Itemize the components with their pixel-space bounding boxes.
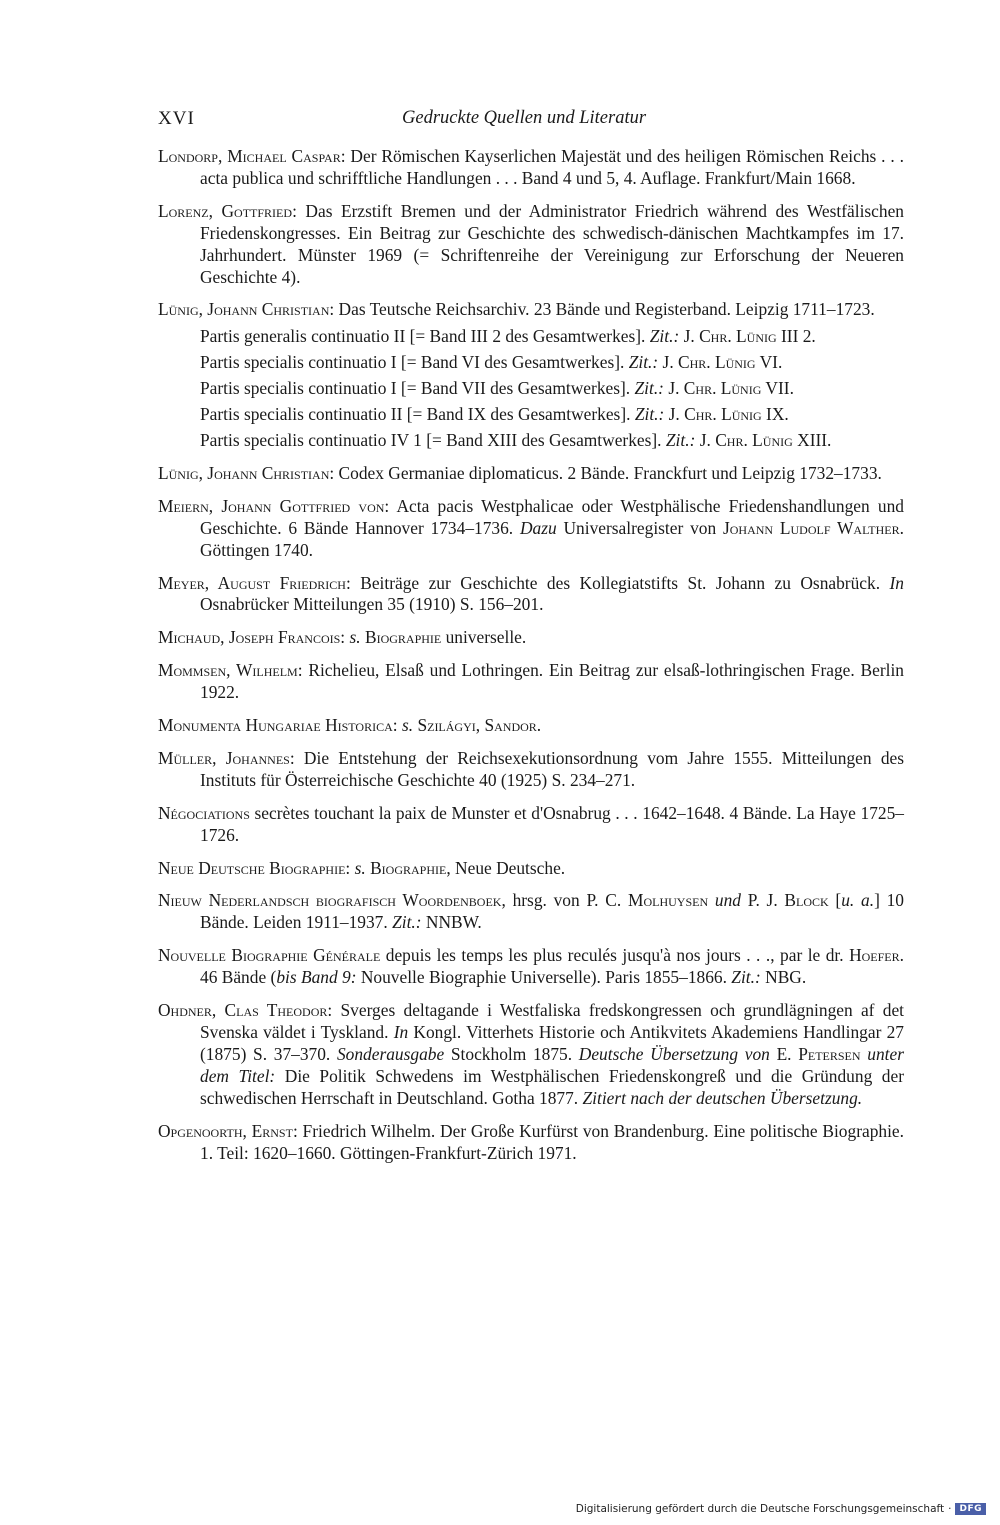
und-label: und xyxy=(714,890,741,911)
entry-mueller xyxy=(158,748,904,792)
entry-text: : Das Erzstift Bremen und der Administrator Friedrich während des Westfälischen Friedenskongresses. Ein Beitrag zur Geschichte des schwedisch-dänischen Machtkampfes im 17. Jahrhundert. Münster 1969 (= Schriftenreihe der Vereinigung zur Erforschung der Neueren Geschichte 4). xyxy=(200,200,904,287)
sonderausgabe-label: Sonderausgabe xyxy=(336,1043,445,1064)
entry-text: . 46 Bände ( xyxy=(200,945,904,988)
entry-michaud: Michaud, Joseph Francois: s. Biographie universelle. xyxy=(158,627,527,648)
entry-text: : Der Römischen Kayserlichen Majestät und des heiligen Römischen Reichs . . . acta publica und schrifftliche Handlungen . . . Band 4 und 5, 4. Auflage. Frankfurt/Main 1668. xyxy=(200,146,904,188)
subentry-text: Partis specialis continuatio I [= Band VII des Gesamtwerkes]. xyxy=(200,378,635,399)
citation-ref: J. Chr. Lünig xyxy=(683,326,777,347)
entry-text: ] 10 Bände. Leiden 1911–1937. xyxy=(200,890,905,933)
entry-text: : Sverges deltagande i Westfaliska fredskongressen och grundlägningen af det Svenska väldet i Tyskland. xyxy=(200,1000,904,1042)
entry-tail: , Neue Deutsche. xyxy=(446,857,566,878)
ua-label: u. a. xyxy=(841,890,875,911)
entry-text: : Die Entstehung der Reichsexekutionsordnung vom Jahre 1555. Mitteilungen des Instituts für Österreichische Geschichte 40 (1925) S. 234–271. xyxy=(200,747,904,790)
entry-text: : Das Teutsche Reichsarchiv. 23 Bände und Registerband. Leipzig 1711–1723. xyxy=(329,299,875,320)
citation-ref: J. Chr. Lünig xyxy=(668,404,762,425)
subentry-tail: IX. xyxy=(761,404,789,425)
running-title: Gedruckte Quellen und Literatur xyxy=(402,108,647,128)
entry-neue-deutsche: Neue Deutsche Biographie: s. Biographie, Neue Deutsche. xyxy=(158,857,566,878)
subentry-text: Partis specialis continuatio IV 1 [= Band XIII des Gesamtwerkes]. xyxy=(200,429,666,450)
entry-text: Kongl. Vitterhets Historie och Antikvitets Akademiens Handlingar 27 (1875) S. 37–370. xyxy=(200,1022,904,1064)
see-label: s. xyxy=(354,857,366,878)
entry-author: Ohdner, Clas Theodor xyxy=(158,1000,328,1021)
entry-tail: NBG. xyxy=(760,967,807,988)
entry-text: : Beiträge zur Geschichte des Kollegiatstifts St. Johann zu Osnabrück. xyxy=(345,572,890,593)
in-label: In xyxy=(889,572,904,593)
entry-nieuw: Nieuw Nederlandsch biografisch Woordenboek, hrsg. von P. C. Molhuysen und P. J. Block [u. a.] 10 Bände. Leiden 1911–1937. Zit.: NNBW. xyxy=(158,890,905,933)
citation-ref: Biographie xyxy=(364,627,442,648)
subentry-tail: XIII. xyxy=(792,429,832,450)
dazu-label: Dazu xyxy=(519,517,557,538)
subentry-text: Partis generalis continuatio II [= Band III 2 des Gesamtwerkes]. xyxy=(200,326,650,347)
zitiert-label: Zitiert nach der deutschen Übersetzung. xyxy=(582,1087,863,1108)
entry-author: Monumenta Hungariae Historica xyxy=(158,715,393,736)
entry-nouvelle xyxy=(158,945,904,989)
subentry xyxy=(200,326,904,348)
entry-author: Lünig, Johann Christian xyxy=(158,462,330,483)
citation-ref: J. Chr. Lünig xyxy=(699,429,793,450)
citation-ref: J. Chr. Lünig xyxy=(662,352,756,373)
entry-tail: . xyxy=(536,715,542,736)
zit-label: Zit.: xyxy=(665,429,696,450)
citation-ref: Szilágyi, Sandor xyxy=(417,715,537,736)
entry-author: Lünig, Johann Christian xyxy=(158,299,330,320)
citation-ref: Molhuysen xyxy=(627,890,709,911)
entry-negociations xyxy=(158,803,904,847)
entry-author: Négociations xyxy=(158,802,250,823)
entry-londorp xyxy=(158,146,904,190)
entry-author: Müller, Johannes xyxy=(158,747,290,768)
entry-text: : Acta pacis Westphalicae oder Westphälische Friedenshandlungen und Geschichte. 6 Bände Hannover 1734–1736. xyxy=(200,495,904,538)
entry-tail: . Göttingen 1740. xyxy=(200,517,904,560)
entry-luenig-reichsarchiv xyxy=(158,299,904,321)
uebersetzung-label: Deutsche Übersetzung von xyxy=(578,1043,770,1064)
in-label: In xyxy=(393,1022,409,1042)
entry-mommsen xyxy=(158,660,904,704)
entry-text: depuis les temps les plus reculés jusqu'à nos jours . . ., par le dr. xyxy=(380,945,850,966)
entry-text: Die Politik Schwedens im Westphälischen Friedenskongreß und die Gründung der schwedischen Herrschaft in Deutschland. Gotha 1877. xyxy=(200,1065,904,1108)
entry-text: P. J. xyxy=(740,890,785,911)
entry-text: : Friedrich Wilhelm. Der Große Kurfürst von Brandenburg. Eine politische Biographie. 1. Teil: 1620–1660. Göttingen-Frankfurt-Zürich 1971. xyxy=(200,1120,904,1163)
entry-author: Nouvelle Biographie Générale xyxy=(158,945,381,966)
entry-monumenta: Monumenta Hungariae Historica: s. Szilágyi, Sandor. xyxy=(158,715,542,736)
bibliography-page xyxy=(158,108,904,1175)
titel-label: unter dem Titel: xyxy=(200,1043,904,1086)
entry-text: Nouvelle Biographie Universelle). Paris 1855–1866. xyxy=(356,967,732,988)
citation-ref: Johann Ludolf Walther xyxy=(722,517,900,538)
zit-label: Zit.: xyxy=(731,967,761,988)
citation-ref: E. Petersen xyxy=(776,1043,861,1064)
zit-label: Zit.: xyxy=(649,326,680,347)
entry-tail: NNBW. xyxy=(421,912,482,933)
bis-label: bis Band 9: xyxy=(276,967,357,988)
zit-label: Zit.: xyxy=(392,912,422,933)
subentry-text: Partis specialis continuatio I [= Band VI des Gesamtwerkes]. xyxy=(200,352,629,373)
entry-text: Stockholm 1875. xyxy=(444,1043,579,1064)
subentry xyxy=(200,378,904,400)
entry-tail: Osnabrücker Mitteilungen 35 (1910) S. 156–201. xyxy=(200,594,544,615)
see-label: s. xyxy=(401,715,414,736)
subentry-tail: VI. xyxy=(755,352,783,373)
page-number: XVI xyxy=(158,108,195,129)
entry-author: Mommsen, Wilhelm xyxy=(158,660,298,681)
entry-luenig-codex xyxy=(158,463,904,485)
entry-author: Michaud, Joseph Francois xyxy=(158,627,341,648)
entry-author: Nieuw Nederlandsch biografisch Woordenboek xyxy=(158,890,502,911)
entry-text: Universalregister von xyxy=(556,517,723,538)
entry-text: : Richelieu, Elsaß und Lothringen. Ein Beitrag zur elsaß-lothringischen Frage. Berlin 1922. xyxy=(200,660,904,703)
citation-ref: Hoefer xyxy=(849,945,900,966)
entry-text: : Codex Germaniae diplomaticus. 2 Bände. Franckfurt und Leipzig 1732–1733. xyxy=(329,462,882,483)
subentry-text: Partis specialis continuatio II [= Band IX des Gesamtwerkes]. xyxy=(200,404,635,425)
citation-ref: Block xyxy=(784,890,829,911)
entry-ohdner xyxy=(158,1000,904,1110)
entry-text: secrètes touchant la paix de Munster et d'Osnabrug . . . 1642–1648. 4 Bände. La Haye 1725–1726. xyxy=(200,802,904,845)
zit-label: Zit.: xyxy=(628,352,659,373)
entry-lorenz xyxy=(158,201,904,289)
digitization-footer: Digitalisierung gefördert durch die Deutsche Forschungsgemeinschaft · DFG xyxy=(576,1503,986,1515)
entry-meiern xyxy=(158,496,904,562)
entry-author: Opgenoorth, Ernst xyxy=(158,1120,293,1141)
zit-label: Zit.: xyxy=(634,378,664,399)
entry-meyer xyxy=(158,573,904,617)
footer-credit-text: Digitalisierung gefördert durch die Deutsche Forschungsgemeinschaft xyxy=(575,1503,945,1515)
entry-author: Londorp, Michael Caspar xyxy=(158,146,341,166)
entry-opgenoorth xyxy=(158,1121,904,1165)
citation-ref: Biographie xyxy=(370,857,447,878)
entry-text: , hrsg. von P. C. xyxy=(501,890,628,911)
subentry-tail: VII. xyxy=(761,378,794,399)
subentry xyxy=(200,430,904,452)
entry-author: Meyer, August Friedrich xyxy=(158,572,346,593)
entry-tail: universelle. xyxy=(441,627,527,648)
subentry xyxy=(200,352,904,374)
zit-label: Zit.: xyxy=(634,404,665,425)
entry-author: Lorenz, Gottfried xyxy=(158,200,293,221)
dfg-logo: DFG xyxy=(955,1503,986,1515)
entry-author: Meiern, Johann Gottfried von xyxy=(158,495,385,516)
entry-author: Neue Deutsche Biographie xyxy=(158,857,346,878)
subentry-tail: III 2. xyxy=(776,326,816,347)
page-header xyxy=(158,108,904,146)
subentry xyxy=(200,404,904,426)
see-label: s. xyxy=(349,627,361,648)
citation-ref: J. Chr. Lünig xyxy=(668,378,762,399)
